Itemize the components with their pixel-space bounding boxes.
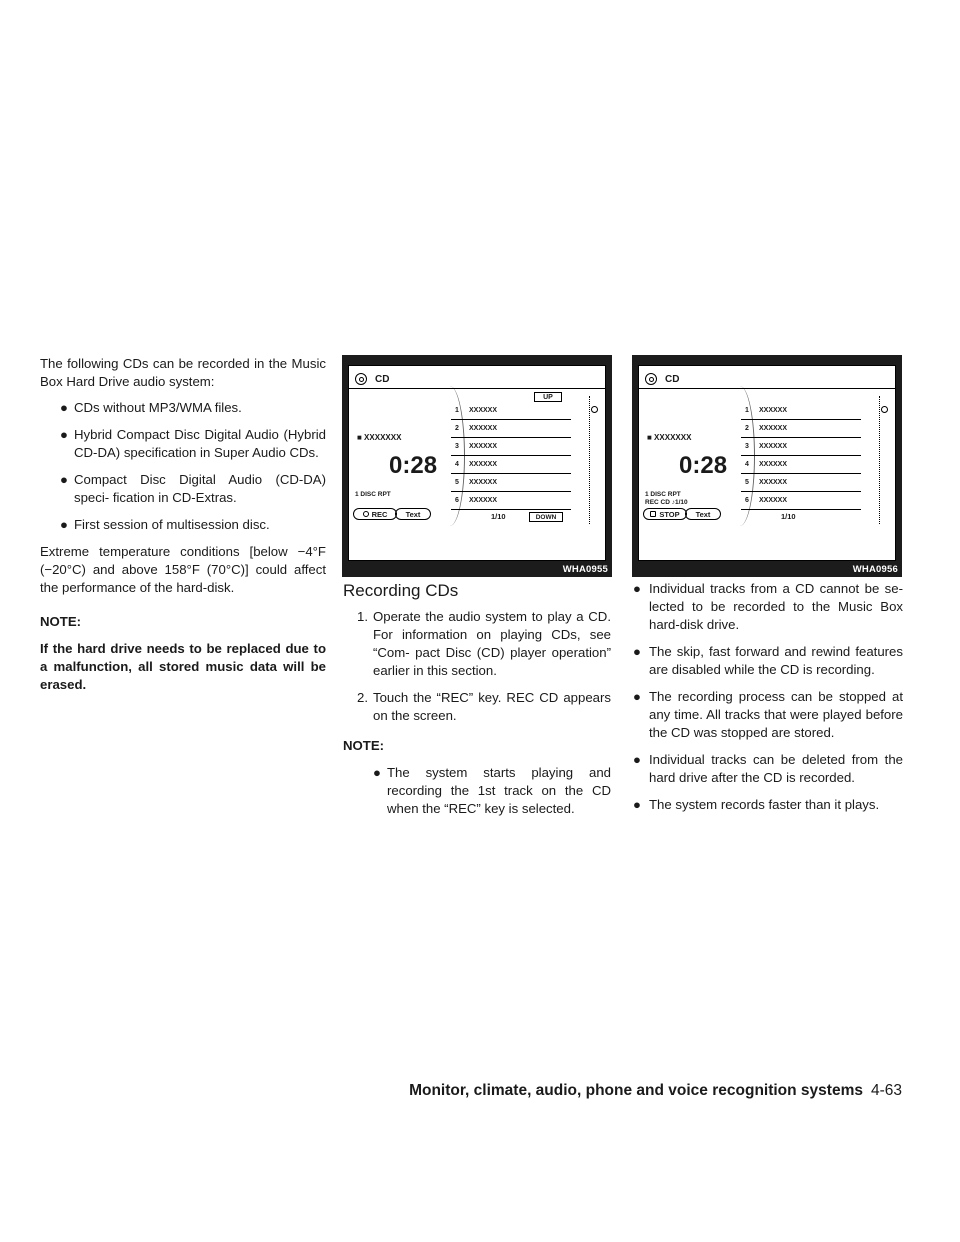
column-3 <box>631 580 903 823</box>
step-text: Touch the “REC” key. REC CD appears on the screen. <box>373 690 611 723</box>
column-1 <box>40 355 326 694</box>
repeat-status: 1 DISC RPT <box>645 491 681 498</box>
cd-icon <box>645 373 657 385</box>
column-2 <box>343 580 611 827</box>
rec-cd-status: REC CD ♪1/10 <box>645 499 688 506</box>
stop-button[interactable] <box>643 508 687 520</box>
bullet-icon: ● <box>60 517 68 532</box>
track-name: XXXXXX <box>469 407 498 414</box>
figure-code: WHA0955 <box>562 564 608 575</box>
list-item <box>343 764 611 818</box>
page-indicator: 1/10 <box>491 512 506 521</box>
note-heading: NOTE: <box>40 614 82 629</box>
screen-title <box>645 370 679 388</box>
track-row[interactable] <box>741 492 861 510</box>
page-indicator: 1/10 <box>781 512 796 521</box>
figure-rec-screen <box>342 355 612 577</box>
list-item-text: Compact Disc Digital Audio (CD-DA) speci- fication in CD-Extras. <box>74 472 326 505</box>
list-item <box>40 399 326 417</box>
track-name: XXXXXX <box>469 461 498 468</box>
track-number: 4 <box>455 461 459 468</box>
repeat-status: 1 DISC RPT <box>355 491 391 498</box>
step-item <box>343 608 611 680</box>
track-row[interactable] <box>451 438 571 456</box>
track-number: 6 <box>745 497 749 504</box>
section-heading: Recording CDs <box>343 581 459 600</box>
text-button[interactable]: Text <box>685 508 721 520</box>
figure-code: WHA0956 <box>852 564 898 575</box>
track-list <box>741 402 861 510</box>
track-number: 5 <box>745 479 749 486</box>
footer-section-title: Monitor, climate, audio, phone and voice recognition systems <box>409 1082 863 1099</box>
screen-title <box>355 370 389 388</box>
list-item-text: Individual tracks from a CD cannot be se- lected to be recorded to the Music Box hard-disk drive. <box>649 581 903 632</box>
track-name: XXXXXX <box>759 461 788 468</box>
track-number: 3 <box>745 443 749 450</box>
step-text: Operate the audio system to play a CD. For information on playing CDs, see “Com- pact Disc (CD) player operation” earlier in this section. <box>373 609 611 678</box>
bullet-icon: ● <box>373 765 381 780</box>
track-number: 3 <box>455 443 459 450</box>
album-name: ■ XXXXXXX <box>357 433 402 442</box>
list-item-text: Individual tracks can be deleted from the hard drive after the CD is recorded. <box>649 752 903 785</box>
step-number: 1. <box>357 609 368 624</box>
track-name: XXXXXX <box>759 479 788 486</box>
bullet-icon: ● <box>633 752 641 767</box>
play-time: 0:28 <box>679 452 728 479</box>
scrollbar[interactable] <box>589 396 599 524</box>
list-item <box>40 426 326 462</box>
track-row[interactable] <box>451 492 571 510</box>
track-row[interactable] <box>741 438 861 456</box>
step-item <box>343 689 611 725</box>
list-item-text: The skip, fast forward and rewind features are disabled while the CD is recording. <box>649 644 903 677</box>
scroll-knob[interactable] <box>591 406 598 413</box>
scrollbar[interactable] <box>879 396 889 524</box>
note-body: If the hard drive needs to be replaced due to a malfunction, all stored music data will be erased. <box>40 641 326 692</box>
track-name: XXXXXX <box>759 497 788 504</box>
list-item-text: The recording process can be stopped at any time. All tracks that were played before the CD was stopped are stored. <box>649 689 903 740</box>
track-row[interactable] <box>741 420 861 438</box>
page-footer <box>409 1082 902 1100</box>
track-number: 1 <box>455 407 459 414</box>
list-item-text: CDs without MP3/WMA files. <box>74 400 242 415</box>
track-number: 2 <box>455 425 459 432</box>
list-item <box>631 580 903 634</box>
list-item <box>631 643 903 679</box>
page-number: 4-63 <box>870 1082 902 1099</box>
track-row[interactable] <box>451 474 571 492</box>
text-button[interactable]: Text <box>395 508 431 520</box>
divider <box>639 388 895 389</box>
track-list <box>451 402 571 510</box>
track-name: XXXXXX <box>469 425 498 432</box>
up-button[interactable]: UP <box>534 392 562 402</box>
list-item <box>631 688 903 742</box>
album-name: ■ XXXXXXX <box>647 433 692 442</box>
cd-icon <box>355 373 367 385</box>
bullet-icon: ● <box>633 689 641 704</box>
list-item-text: First session of multisession disc. <box>74 517 270 532</box>
track-row[interactable] <box>741 402 861 420</box>
track-number: 5 <box>455 479 459 486</box>
track-name: XXXXXX <box>759 443 788 450</box>
track-row[interactable] <box>741 456 861 474</box>
track-number: 1 <box>745 407 749 414</box>
stop-button-label: STOP <box>659 509 680 519</box>
step-number: 2. <box>357 690 368 705</box>
track-number: 4 <box>745 461 749 468</box>
track-name: XXXXXX <box>759 425 788 432</box>
track-name: XXXXXX <box>469 443 498 450</box>
bullet-icon: ● <box>60 400 68 415</box>
track-row[interactable] <box>451 402 571 420</box>
list-item-text: Hybrid Compact Disc Digital Audio (Hybrid CD-DA) specification in Super Audio CDs. <box>74 427 326 460</box>
cd-screen <box>348 365 606 561</box>
divider <box>349 388 605 389</box>
circle-icon <box>363 511 369 517</box>
bullet-icon: ● <box>633 797 641 812</box>
list-item <box>40 471 326 507</box>
bullet-icon: ● <box>633 581 641 596</box>
bullet-icon: ● <box>60 427 68 442</box>
intro-paragraph: The following CDs can be recorded in the Music Box Hard Drive audio system: <box>40 356 326 389</box>
screen-title-label: CD <box>665 373 680 385</box>
track-number: 2 <box>745 425 749 432</box>
cd-screen <box>638 365 896 561</box>
scroll-knob[interactable] <box>881 406 888 413</box>
track-name: XXXXXX <box>469 479 498 486</box>
note-heading: NOTE: <box>343 738 385 753</box>
list-item <box>40 516 326 534</box>
list-item <box>631 796 903 814</box>
figure-recording-screen <box>632 355 902 577</box>
stop-icon <box>650 511 656 517</box>
rec-button[interactable] <box>353 508 397 520</box>
track-row[interactable] <box>451 456 571 474</box>
track-row[interactable] <box>451 420 571 438</box>
track-row[interactable] <box>741 474 861 492</box>
rec-button-label: REC <box>371 509 388 519</box>
bullet-icon: ● <box>60 472 68 487</box>
play-time: 0:28 <box>389 452 438 479</box>
list-item-text: The system starts playing and recording the 1st track on the CD when the “REC” key is selected. <box>387 765 611 816</box>
down-button[interactable]: DOWN <box>529 512 563 522</box>
screen-title-label: CD <box>375 373 390 385</box>
bullet-icon: ● <box>633 644 641 659</box>
status-text <box>645 491 688 507</box>
track-number: 6 <box>455 497 459 504</box>
track-name: XXXXXX <box>469 497 498 504</box>
temperature-paragraph: Extreme temperature conditions [below −4°F (−20°C) and above 158°F (70°C)] could affect the performance of the hard-disk. <box>40 544 326 595</box>
list-item <box>631 751 903 787</box>
track-name: XXXXXX <box>759 407 788 414</box>
list-item-text: The system records faster than it plays. <box>649 797 880 812</box>
status-text <box>355 491 391 499</box>
